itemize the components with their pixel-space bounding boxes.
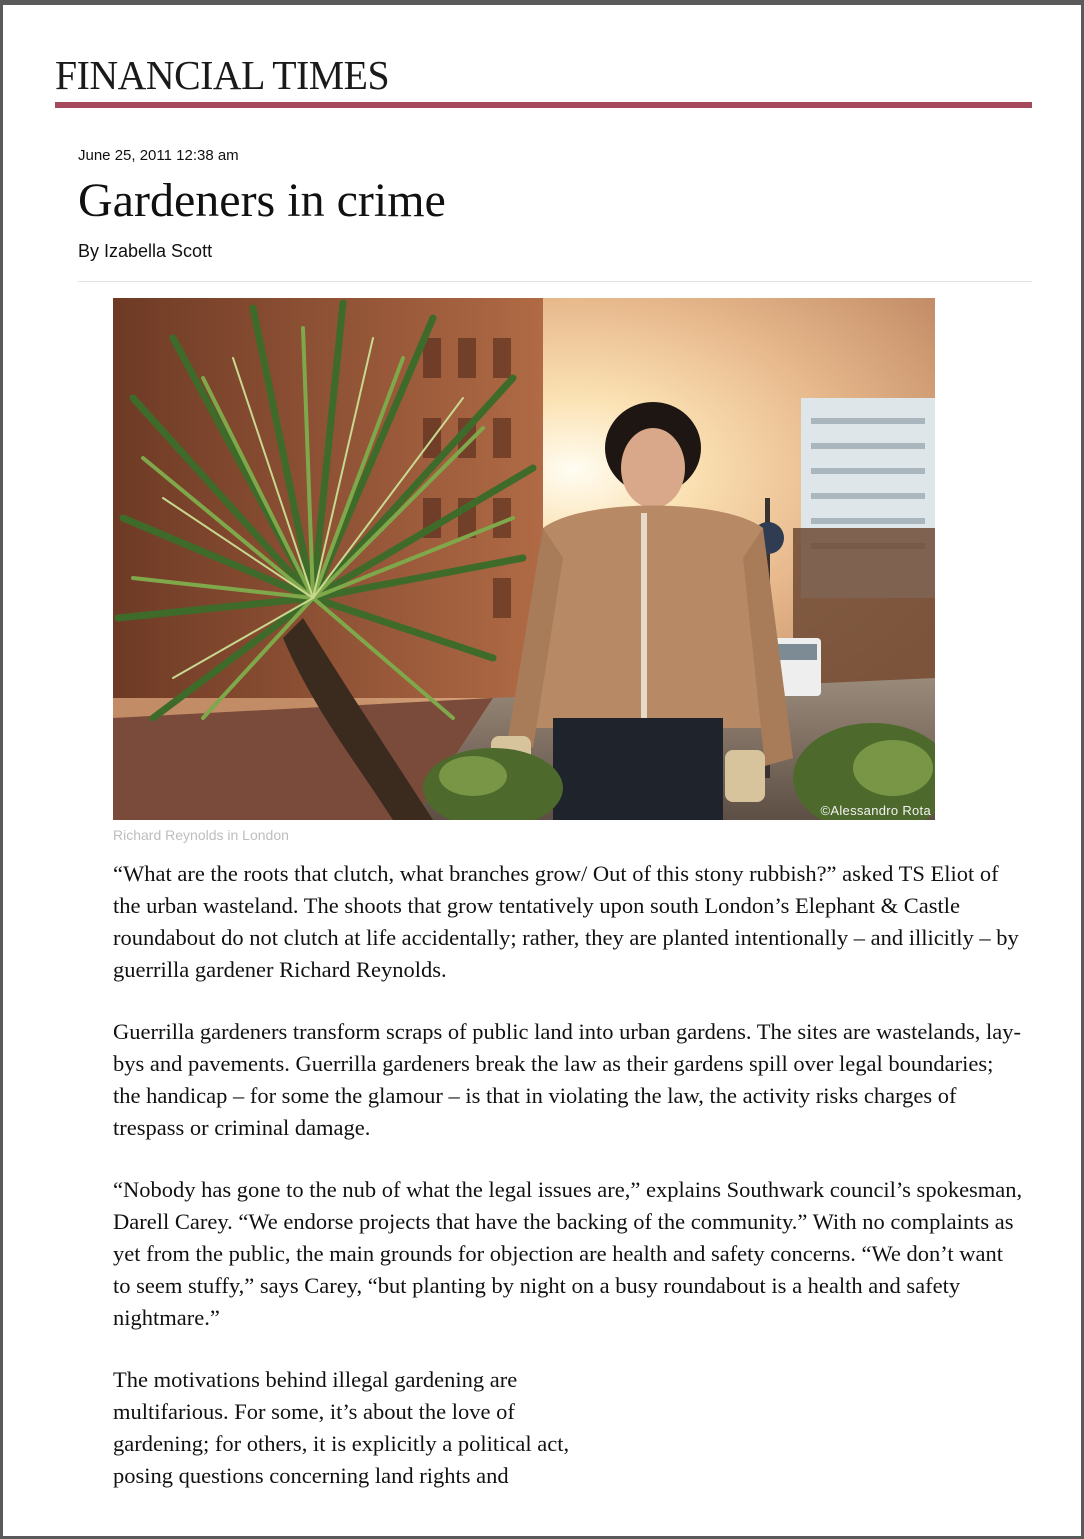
article-photo xyxy=(113,298,935,820)
article-body xyxy=(113,858,1023,1522)
photo-credit: ©Alessandro Rota xyxy=(820,803,931,818)
article-paragraph: “Nobody has gone to the nub of what the legal issues are,” explains Southwark council’s spokesman, Darell Carey. “We endorse projects that have the backing of the community.” With no complaints as yet from the public, the main grounds for objection are health and safety concerns. “We don’t want to seem stuffy,” says Carey, “but planting by night on a busy roundabout is a health and safety nightmare.” xyxy=(113,1177,1023,1330)
photo-illustration xyxy=(113,298,935,820)
article-paragraph: Guerrilla gardeners transform scraps of public land into urban gardens. The sites are wastelands, lay-bys and pavements. Guerrilla gardeners break the law as their gardens spill over legal boundaries; the handicap – for some the glamour – is that in violating the law, the activity risks charges of trespass or criminal damage. xyxy=(113,1019,1022,1140)
header-divider xyxy=(78,281,1032,282)
article-byline: By Izabella Scott xyxy=(78,241,213,261)
article-dateline: June 25, 2011 12:38 am xyxy=(78,147,239,164)
masthead-rule xyxy=(55,102,1032,108)
photo-caption: Richard Reynolds in London xyxy=(113,827,289,843)
article-paragraph: The motivations behind illegal gardening are multifarious. For some, it’s about the love of gardening; for others, it is explicitly a political act, posing questions concerning land rights and xyxy=(113,1367,570,1488)
masthead-logo[interactable]: FINANCIAL TIMES xyxy=(55,52,390,98)
article-paragraph: “What are the roots that clutch, what branches grow/ Out of this stony rubbish?” asked TS Eliot of the urban wasteland. The shoots that grow tentatively upon south London’s Elephant & Castle roundabout do not clutch at life accidentally; rather, they are planted intentionally – and illicitly – by guerrilla gardener Richard Reynolds. xyxy=(113,861,1019,982)
article-headline: Gardeners in crime xyxy=(78,174,446,227)
